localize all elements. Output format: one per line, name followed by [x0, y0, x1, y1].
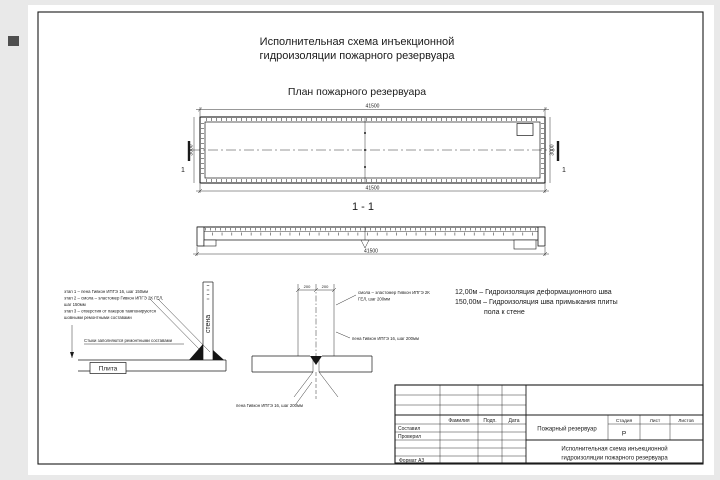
- note-floor-wall-joint-cont: пола к стене: [484, 309, 525, 316]
- joint-callout1-line2: ГЕЛ, шаг 200мм: [358, 296, 391, 302]
- plan-sump-square: [517, 124, 533, 136]
- svg-text:шовными ремонтными составами: шовными ремонтными составами: [64, 315, 132, 320]
- section-label: 1 - 1: [351, 201, 375, 213]
- wall-label: стена: [205, 314, 212, 334]
- joint-callout3: пена Гивкон ИПГЭ 16, шаг 200мм: [236, 403, 303, 408]
- drawing-title-line2: гидроизоляции пожарного резервуара: [259, 50, 455, 62]
- plan-title: План пожарного резервуара: [287, 86, 427, 98]
- joint-dim-right-value: 200: [321, 284, 329, 289]
- svg-text:этап 1 – пена Гивкон ИПГЭ 16,: этап 1 – пена Гивкон ИПГЭ 16, шаг 150мм: [64, 289, 149, 294]
- drawing-title-line1: Исполнительная схема инъекционной: [259, 36, 455, 48]
- tb-stage-value: Р: [621, 430, 627, 438]
- tb-format-label: Формат А3: [399, 457, 425, 464]
- svg-text:шаг 150мм: шаг 150мм: [64, 302, 86, 307]
- tb-header-date: Дата: [508, 417, 520, 424]
- section-wall-right: [538, 227, 545, 246]
- tb-row-checked: Проверил: [398, 433, 422, 440]
- section-sump-right: [514, 240, 536, 249]
- tb-row-compiled: Составил: [398, 425, 421, 432]
- svg-text:этап 2 – смола – эластомер Гив: этап 2 – смола – эластомер Гивкон ИПГЭ 2К ГЕЛ,: [64, 295, 164, 301]
- section-wall-left: [197, 227, 204, 246]
- note-deformation-joint: 12,00м – Гидроизоляция деформационного шва: [455, 289, 612, 296]
- tb-header-sign: Подп.: [483, 417, 497, 424]
- section-mark-right-label: 1: [562, 167, 566, 174]
- plan-dim-top-value: 41500: [365, 103, 380, 110]
- slab-label: Плита: [98, 365, 118, 373]
- tb-stage-label: Стадия: [615, 418, 633, 424]
- plan-dim-right-value: 3000: [549, 144, 556, 156]
- plan-dim-left-value: 3000: [188, 144, 195, 156]
- detail-wall-note2: Стыки заполняются ремонтными составами: [84, 338, 173, 343]
- tb-sheets-label: Листов: [678, 418, 694, 424]
- tb-sheet-label: Лист: [649, 418, 661, 424]
- tb-header-name: Фамилия: [448, 417, 470, 424]
- joint-callout1-line1: смола – эластомер Гивкон ИПГЭ 2К: [358, 290, 430, 295]
- joint-callout2: пена Гивкон ИПГЭ 16, шаг 200мм: [352, 336, 419, 341]
- note-floor-wall-joint: 150,00м – Гидроизоляция шва примыкания плиты: [455, 299, 618, 306]
- section-dim-bottom-value: 41500: [364, 248, 378, 255]
- plan-dim-bottom-value: 41500: [365, 185, 380, 192]
- section-mark-left-label: 1: [181, 167, 185, 174]
- section-step-left: [204, 240, 216, 246]
- tb-object-name: Пожарный резервуар: [537, 426, 597, 433]
- tb-doc-title-line1: Исполнительная схема инъекционной: [561, 446, 668, 453]
- viewer-artifact-square: [8, 36, 19, 46]
- joint-dim-left-value: 200: [303, 284, 311, 289]
- svg-text:этап 3 – отверстия от пакеров: этап 3 – отверстия от пакеров тампонируются: [64, 308, 156, 314]
- tb-doc-title-line2: гидроизоляции пожарного резервуара: [561, 455, 668, 462]
